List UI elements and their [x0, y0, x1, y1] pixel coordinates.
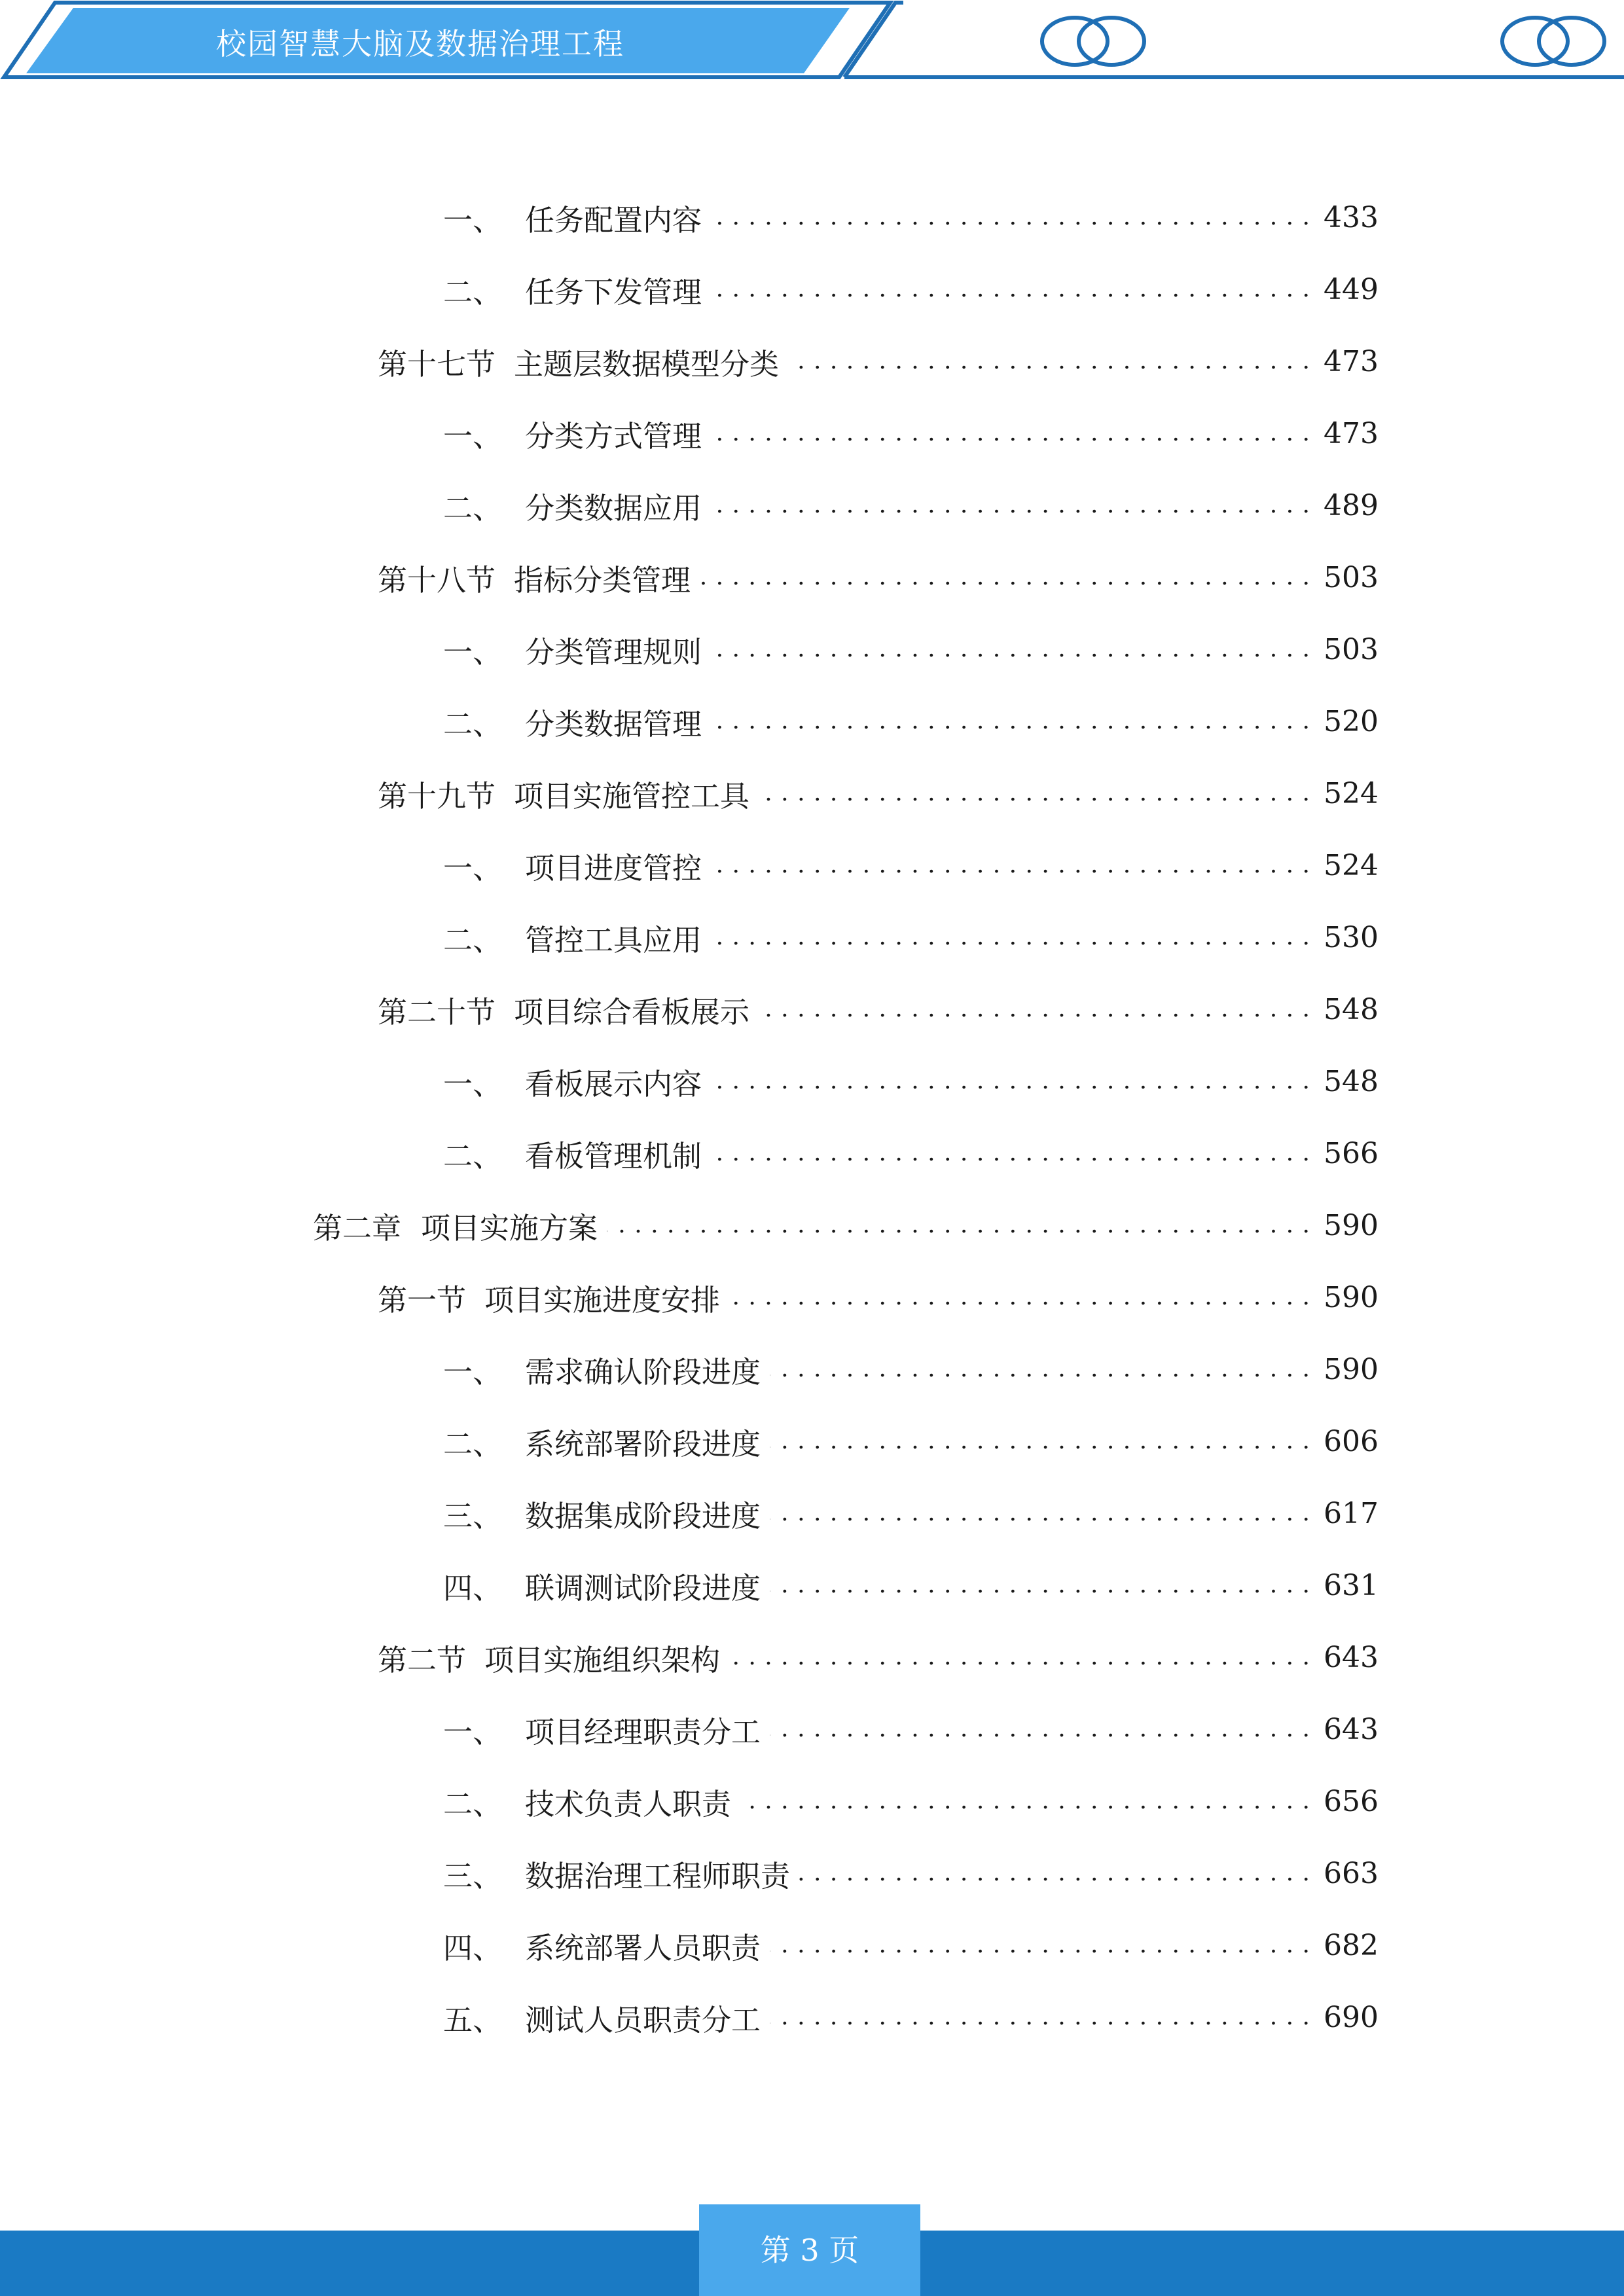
toc-entry-title: 数据集成阶段进度 — [525, 1498, 761, 1534]
toc-entry-number: 第二十节 — [378, 994, 496, 1030]
toc-entry[interactable] — [378, 983, 1379, 1035]
toc-entry[interactable] — [443, 1127, 1379, 1179]
toc-entry-title: 看板管理机制 — [525, 1138, 702, 1174]
toc-entry-number: 一、 — [443, 1354, 503, 1390]
toc-entry-title: 分类管理规则 — [525, 634, 702, 670]
toc-entry-number: 第十八节 — [378, 562, 496, 598]
toc-entry-page-number: 656 — [1324, 1784, 1379, 1818]
toc-entry[interactable] — [443, 479, 1379, 531]
toc-entry[interactable] — [443, 1703, 1379, 1755]
toc-entry-number: 五、 — [443, 2002, 503, 2037]
toc-entry-title: 项目实施进度安排 — [484, 1282, 721, 1318]
toc-entry[interactable] — [443, 1847, 1379, 1899]
toc-entry[interactable] — [378, 335, 1379, 387]
dot-leader — [711, 1127, 1310, 1179]
toc-entry[interactable] — [443, 1055, 1379, 1107]
toc-entry-title: 技术负责人职责 — [525, 1786, 732, 1821]
toc-entry[interactable] — [443, 407, 1379, 459]
dot-leader — [759, 767, 1310, 819]
toc-entry[interactable] — [378, 767, 1379, 819]
toc-entry-number: 第二章 — [313, 1210, 402, 1246]
toc-entry-page-number: 489 — [1324, 488, 1379, 522]
toc-entry-title: 系统部署人员职责 — [525, 1930, 761, 1965]
double-ring-logo-icon — [1034, 12, 1152, 71]
toc-entry-title: 项目综合看板展示 — [514, 994, 750, 1030]
toc-entry-title: 需求确认阶段进度 — [525, 1354, 761, 1390]
toc-entry-page-number: 682 — [1324, 1928, 1379, 1962]
toc-entry-title: 看板展示内容 — [525, 1066, 702, 1102]
dot-leader — [740, 1775, 1310, 1827]
toc-entry-number: 三、 — [443, 1498, 503, 1534]
toc-entry-title: 主题层数据模型分类 — [514, 346, 780, 382]
toc-entry-page-number: 663 — [1324, 1856, 1379, 1890]
toc-entry-page-number: 433 — [1324, 200, 1379, 234]
toc-entry-page-number: 590 — [1324, 1280, 1379, 1314]
toc-entry-number: 二、 — [443, 1426, 503, 1462]
dot-leader — [711, 263, 1310, 315]
dot-leader — [729, 1631, 1310, 1683]
toc-entry-title: 管控工具应用 — [525, 922, 702, 958]
toc-entry-number: 一、 — [443, 1714, 503, 1749]
dot-leader — [788, 335, 1310, 387]
toc-entry-page-number: 520 — [1324, 704, 1379, 738]
toc-entry-number: 一、 — [443, 1066, 503, 1102]
dot-leader — [711, 407, 1310, 459]
toc-entry-title: 联调测试阶段进度 — [525, 1570, 761, 1605]
toc-entry[interactable] — [443, 1487, 1379, 1539]
page-header — [0, 0, 1624, 85]
dot-leader — [799, 1847, 1310, 1899]
dot-leader — [770, 1703, 1310, 1755]
toc-entry-page-number: 548 — [1324, 992, 1379, 1026]
toc-entry-title: 项目经理职责分工 — [525, 1714, 761, 1749]
toc-entry-number: 一、 — [443, 850, 503, 886]
toc-entry[interactable] — [443, 1343, 1379, 1395]
toc-entry-number: 第十九节 — [378, 778, 496, 814]
toc-entry-number: 二、 — [443, 922, 503, 958]
dot-leader — [770, 1559, 1310, 1611]
toc-entry-page-number: 617 — [1324, 1496, 1379, 1530]
dot-leader — [700, 551, 1310, 603]
toc-entry-page-number: 524 — [1324, 848, 1379, 882]
dot-leader — [711, 839, 1310, 891]
toc-entry-number: 一、 — [443, 634, 503, 670]
dot-leader — [711, 479, 1310, 531]
dot-leader — [770, 1991, 1310, 2043]
dot-leader — [607, 1199, 1310, 1251]
toc-entry[interactable] — [443, 1559, 1379, 1611]
toc-entry-title: 测试人员职责分工 — [525, 2002, 761, 2037]
toc-entry-page-number: 473 — [1324, 344, 1379, 378]
toc-entry-page-number: 606 — [1324, 1424, 1379, 1458]
dot-leader — [770, 1487, 1310, 1539]
toc-entry[interactable] — [443, 911, 1379, 963]
toc-entry[interactable] — [378, 1271, 1379, 1323]
page-number: 第 3 页 — [760, 2233, 859, 2268]
dot-leader — [711, 1055, 1310, 1107]
toc-entry[interactable] — [443, 1919, 1379, 1971]
toc-entry-page-number: 631 — [1324, 1568, 1379, 1602]
toc-entry-page-number: 524 — [1324, 776, 1379, 810]
toc-entry[interactable] — [378, 1631, 1379, 1683]
toc-entry-number: 二、 — [443, 706, 503, 742]
toc-entry-title: 项目实施方案 — [421, 1210, 598, 1246]
toc-entry-title: 项目实施组织架构 — [484, 1642, 721, 1677]
dot-leader — [770, 1415, 1310, 1467]
toc-entry-number: 一、 — [443, 202, 503, 238]
toc-entry-title: 项目实施管控工具 — [514, 778, 750, 814]
toc-entry-title: 指标分类管理 — [514, 562, 691, 598]
dot-leader — [711, 911, 1310, 963]
toc-entry-number: 四、 — [443, 1570, 503, 1605]
dot-leader — [770, 1343, 1310, 1395]
toc-entry[interactable] — [313, 1199, 1379, 1251]
toc-entry[interactable] — [443, 263, 1379, 315]
toc-entry-page-number: 590 — [1324, 1208, 1379, 1242]
toc-entry[interactable] — [443, 1775, 1379, 1827]
dot-leader — [711, 695, 1310, 747]
double-ring-logo-icon — [1494, 12, 1612, 71]
toc-entry-title: 数据治理工程师职责 — [525, 1858, 791, 1893]
toc-entry[interactable] — [443, 695, 1379, 747]
toc-entry-page-number: 503 — [1324, 560, 1379, 594]
toc-entry-title: 任务配置内容 — [525, 202, 702, 238]
toc-entry-number: 四、 — [443, 1930, 503, 1965]
toc-entry[interactable] — [443, 1415, 1379, 1467]
toc-entry-page-number: 530 — [1324, 920, 1379, 954]
toc-entry[interactable] — [443, 1991, 1379, 2043]
toc-entry-number: 二、 — [443, 274, 503, 310]
toc-entry-title: 分类方式管理 — [525, 418, 702, 454]
toc-entry-number: 二、 — [443, 490, 503, 526]
toc-entry-page-number: 643 — [1324, 1712, 1379, 1746]
dot-leader — [711, 191, 1310, 243]
toc-entry-title: 系统部署阶段进度 — [525, 1426, 761, 1462]
toc-entry-page-number: 566 — [1324, 1136, 1379, 1170]
toc-entry-title: 分类数据管理 — [525, 706, 702, 742]
toc-entry-page-number: 548 — [1324, 1064, 1379, 1098]
toc-entry-page-number: 690 — [1324, 2000, 1379, 2034]
dot-leader — [729, 1271, 1310, 1323]
toc-entry-number: 二、 — [443, 1786, 503, 1821]
toc-entry-page-number: 643 — [1324, 1640, 1379, 1674]
toc-entry-page-number: 473 — [1324, 416, 1379, 450]
toc-entry-number: 二、 — [443, 1138, 503, 1174]
toc-entry-title: 项目进度管控 — [525, 850, 702, 886]
toc-entry-number: 第二节 — [378, 1642, 467, 1677]
toc-entry-title: 任务下发管理 — [525, 274, 702, 310]
toc-entry-number: 三、 — [443, 1858, 503, 1893]
dot-leader — [770, 1919, 1310, 1971]
dot-leader — [711, 623, 1310, 675]
toc-entry-page-number: 503 — [1324, 632, 1379, 666]
toc-entry[interactable] — [443, 191, 1379, 243]
toc-entry-title: 分类数据应用 — [525, 490, 702, 526]
toc-entry-number: 第十七节 — [378, 346, 496, 382]
toc-entry-number: 一、 — [443, 418, 503, 454]
toc-entry[interactable] — [443, 839, 1379, 891]
toc-entry-page-number: 590 — [1324, 1352, 1379, 1386]
toc-entry-page-number: 449 — [1324, 272, 1379, 306]
dot-leader — [759, 983, 1310, 1035]
document-title: 校园智慧大脑及数据治理工程 — [216, 26, 624, 62]
toc-entry[interactable] — [378, 551, 1379, 603]
toc-entry-number: 第一节 — [378, 1282, 467, 1318]
toc-entry[interactable] — [443, 623, 1379, 675]
